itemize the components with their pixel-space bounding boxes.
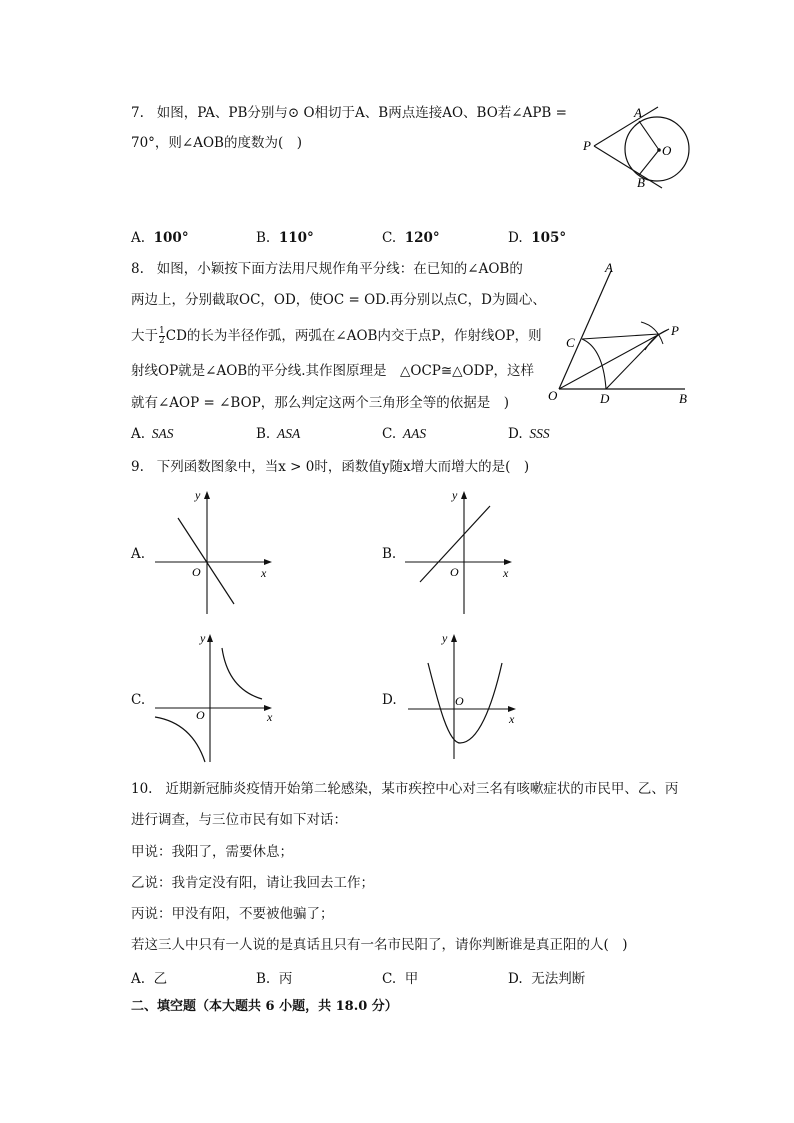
q9-stem: 下列函数图象中，当x > 0时，函数值y随x增大而增大的是( ): [156, 459, 530, 475]
q9-number: 9.: [131, 459, 144, 475]
q8-option-b[interactable]: B. ASA: [256, 426, 301, 442]
q9-option-b-letter[interactable]: B.: [382, 546, 397, 562]
q9c-origin-label: O: [196, 708, 205, 722]
q8-stem-line1: 如图，小颖按下面方法用尺规作角平分线：在已知的∠AOB的: [156, 261, 523, 277]
q8-stem-line3: 大于 $\frac{1}{2}$ CD的长为半径作弧，两弧在∠AOB内交于点P，作射线OP，则: [131, 326, 542, 346]
q7-number: 7.: [131, 105, 144, 121]
q10-stem-line2: 进行调查，与三位市民有如下对话：: [131, 812, 347, 828]
q7-option-a[interactable]: A. 100°: [131, 230, 189, 246]
q7-fig-label-a: A: [634, 105, 642, 120]
q10-jia-statement: 甲说：我阳了，需要休息；: [131, 844, 293, 860]
q9b-y-label: y: [452, 488, 458, 502]
q8-fig-label-d: D: [600, 391, 610, 406]
q7-line1: [131, 104, 567, 122]
q9a-y-label: y: [195, 488, 201, 502]
q10-option-c[interactable]: C. 甲: [382, 971, 419, 987]
q9-option-b-graph[interactable]: [400, 484, 530, 619]
q8-option-c[interactable]: C. AAS: [382, 426, 427, 442]
q9d-y-label: y: [442, 631, 448, 645]
q8-stem-line5: 就有∠AOP = ∠BOP，那么判定这两个三角形全等的依据是 ): [131, 395, 510, 411]
q9c-y-label: y: [200, 631, 206, 645]
q9a-origin-label: O: [192, 565, 201, 579]
q7-fig-label-b: B: [637, 175, 645, 190]
q8-option-d[interactable]: D. SSS: [508, 426, 550, 442]
q7-figure: [580, 102, 700, 194]
q8-figure: [545, 258, 695, 408]
q9-option-d-graph[interactable]: [400, 627, 530, 767]
q8-fig-label-p: P: [671, 323, 679, 338]
q9d-x-label: x: [509, 712, 515, 726]
q8-number: 8.: [131, 261, 144, 277]
q9d-origin-label: O: [455, 694, 464, 708]
q10-stem-line6: 若这三人中只有一人说的是真话且只有一名市民阳了，请你判断谁是真正阳的人( ): [131, 937, 628, 953]
q10-stem-line1: 近期新冠肺炎疫情开始第二轮感染，某市疾控中心对三名有咳嗽症状的市民甲、乙、丙: [165, 781, 679, 797]
q9c-x-label: x: [267, 710, 273, 724]
q9a-x-label: x: [261, 566, 267, 580]
q7-option-c[interactable]: C. 120°: [382, 230, 440, 246]
q9-option-a-letter[interactable]: A.: [131, 546, 146, 562]
q7-fig-label-p: P: [583, 138, 591, 153]
q8-option-a[interactable]: A. SAS: [131, 426, 174, 442]
q9b-origin-label: O: [450, 565, 459, 579]
q10-number: 10.: [131, 781, 153, 797]
q7-option-b[interactable]: B. 110°: [256, 230, 314, 246]
q8-fig-label-o: O: [548, 388, 558, 403]
q10-yi-statement: 乙说：我肯定没有阳，请让我回去工作；: [131, 875, 374, 891]
q8-fig-label-a: A: [605, 260, 613, 275]
q8-stem-line4: 射线OP就是∠AOB的平分线.其作图原理是 △OCP≅△ODP，这样: [131, 363, 535, 379]
q10-bing-statement: 丙说：甲没有阳，不要被他骗了；: [131, 906, 334, 922]
q9-option-d-letter[interactable]: D.: [382, 692, 397, 708]
q9-option-c-graph[interactable]: [150, 627, 280, 767]
q9-line1: [131, 458, 529, 476]
q8-fig-label-b: B: [679, 391, 687, 406]
q10-option-d[interactable]: D. 无法判断: [508, 971, 586, 987]
q7-option-d[interactable]: D. 105°: [508, 230, 567, 246]
q9b-x-label: x: [503, 566, 509, 580]
q7-stem-line1: 如图，PA、PB分别与⊙ O相切于A、B两点连接AO、BO若∠APB =: [156, 105, 567, 121]
q10-option-a[interactable]: A. 乙: [131, 971, 168, 987]
section-2-heading: 二、填空题（本大题共 6 小题，共 18.0 分）: [131, 999, 398, 1014]
q8-stem-line2: 两边上，分别截取OC，OD，使OC = OD.再分别以点C，D为圆心、: [131, 292, 546, 308]
q8-fig-label-c: C: [566, 335, 575, 350]
q10-option-b[interactable]: B. 丙: [256, 971, 293, 987]
q7-stem-line2: 70°，则∠AOB的度数为( ): [131, 135, 303, 151]
q9-option-a-graph[interactable]: [150, 484, 280, 619]
q8-line1: [131, 260, 523, 278]
q10-line1: [131, 780, 678, 798]
q7-fig-label-o: O: [662, 143, 672, 158]
q9-option-c-letter[interactable]: C.: [131, 692, 146, 708]
q8-half-fraction: $\frac{1}{2}$: [159, 326, 165, 346]
